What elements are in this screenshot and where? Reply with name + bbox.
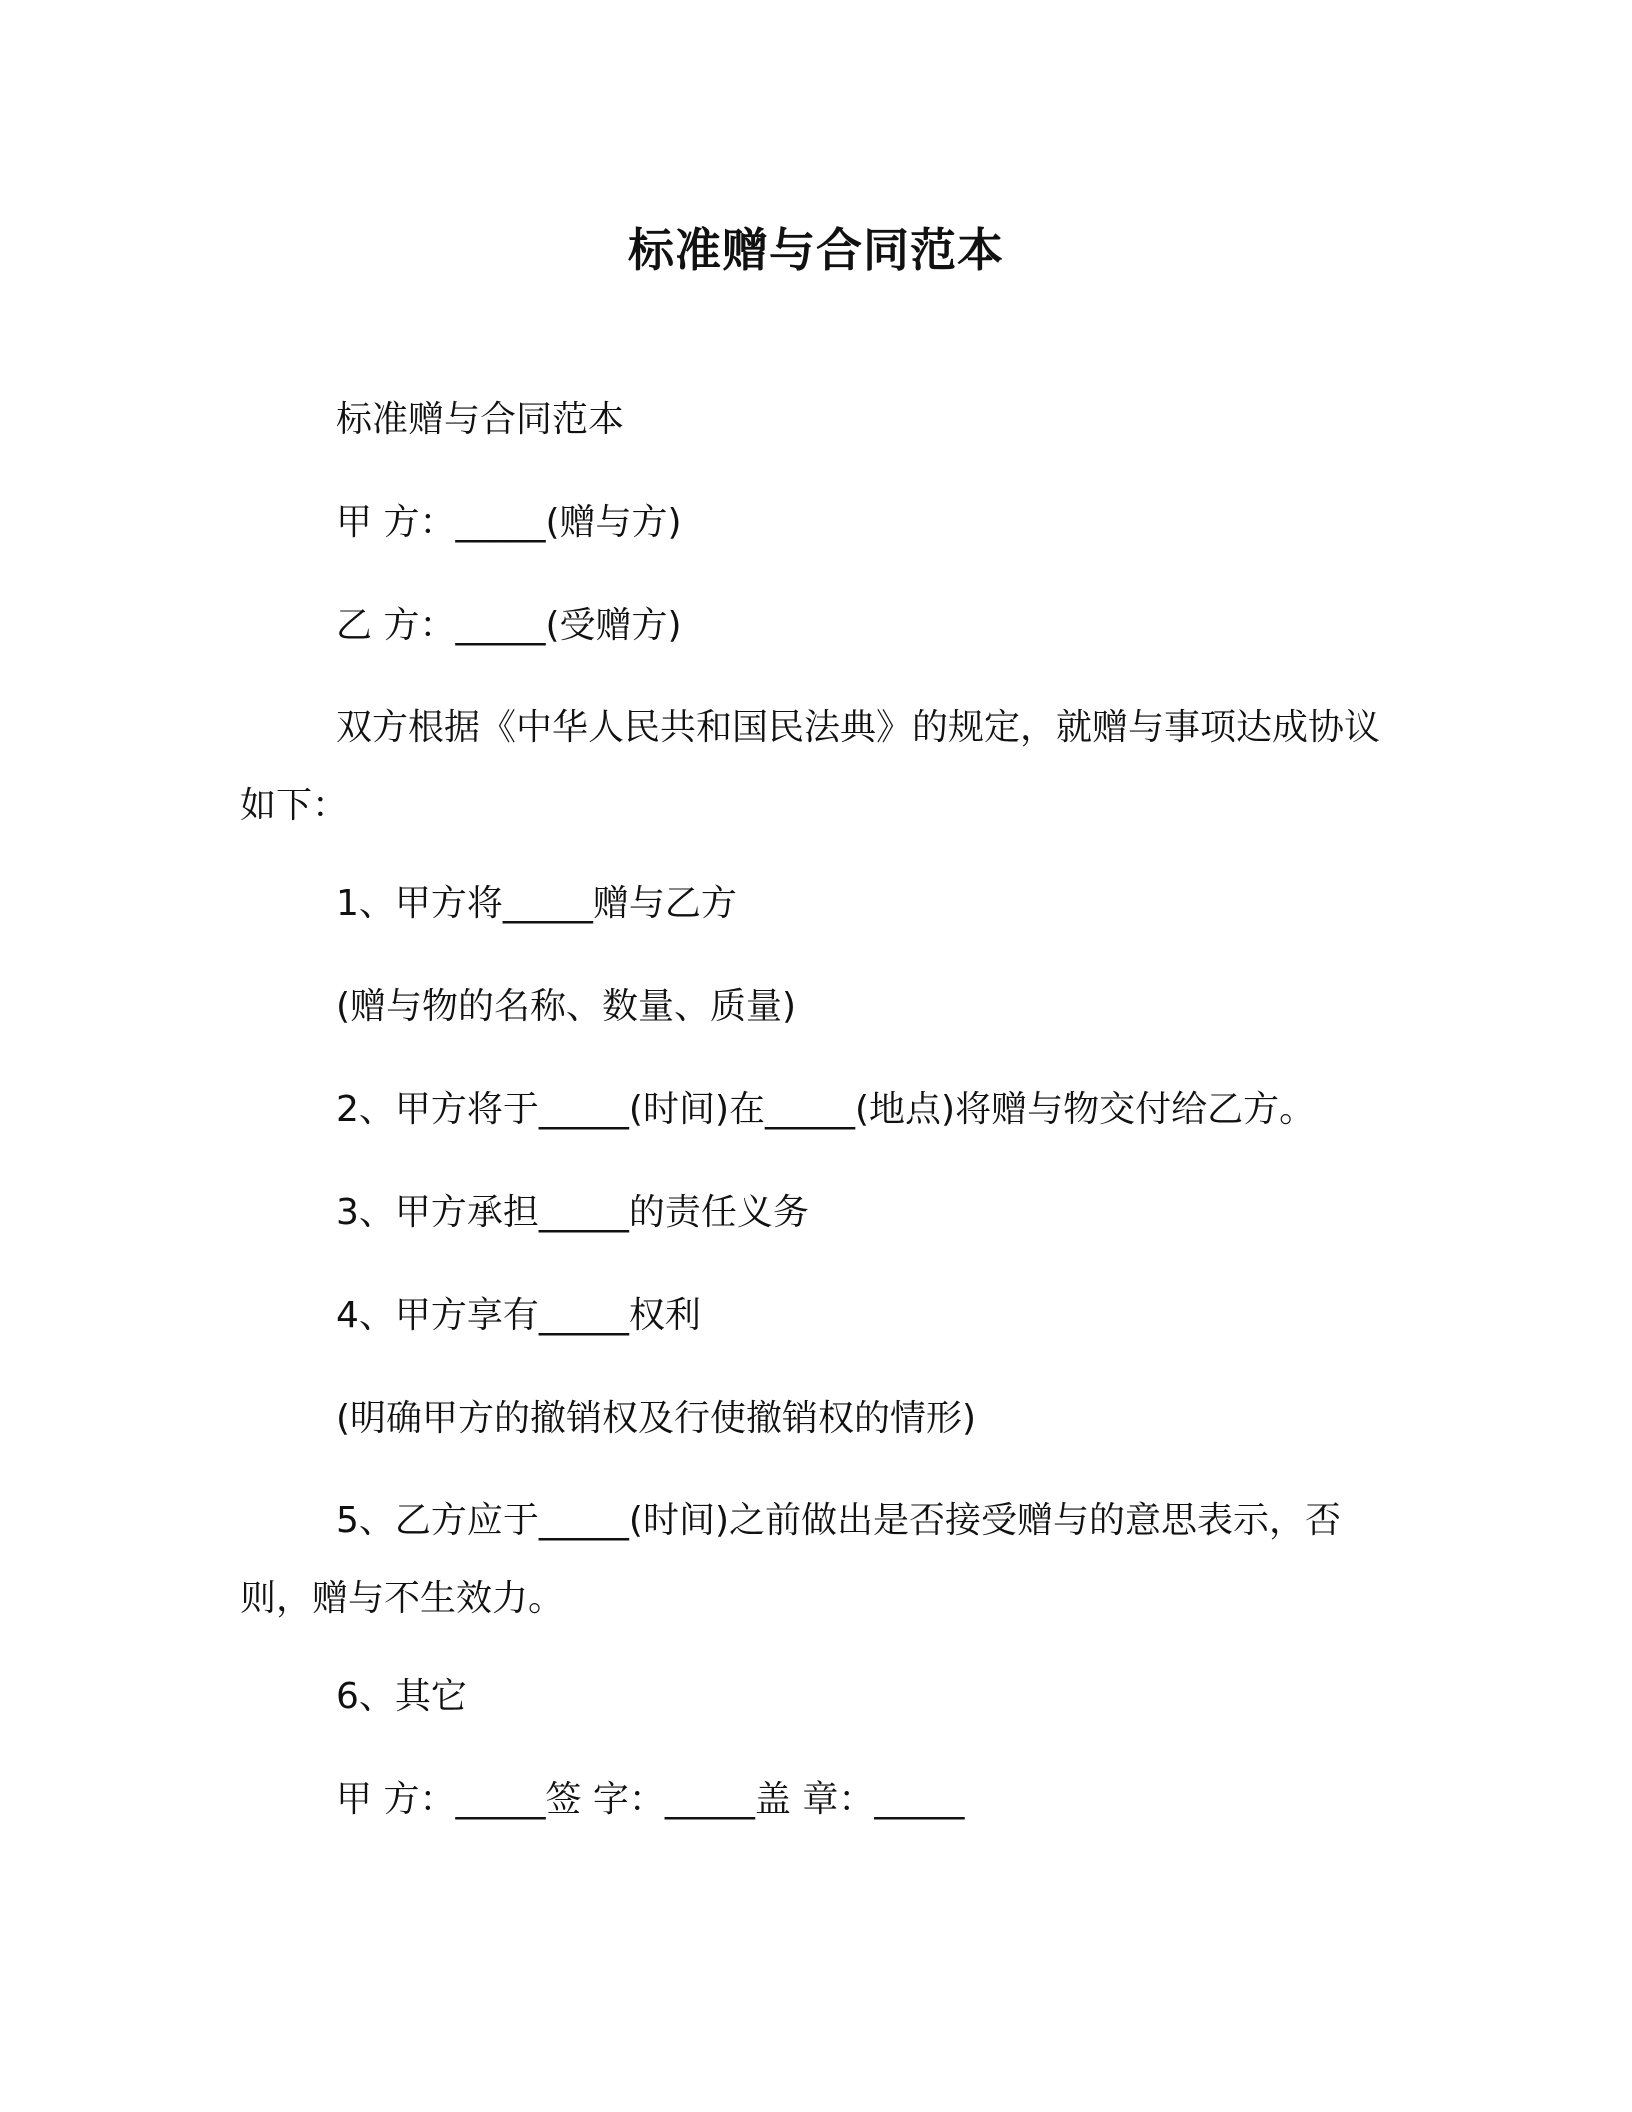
clause-3: 3、甲方承担_____的责任义务	[336, 1192, 809, 1233]
clause-6: 6、其它	[336, 1676, 467, 1717]
clause-2: 2、甲方将于_____(时间)在_____(地点)将赠与物交付给乙方。	[336, 1089, 1316, 1130]
party-b-line: 乙 方：_____(受赠方)	[336, 605, 682, 646]
intro-paragraph: 双方根据《中华人民共和国民法典》的规定，就赠与事项达成协议如下：	[240, 707, 1381, 826]
party-a-line: 甲 方：_____(赠与方)	[336, 502, 682, 543]
document-subtitle: 标准赠与合同范本	[336, 399, 625, 440]
clause-4-note: (明确甲方的撤销权及行使撤销权的情形)	[336, 1398, 977, 1439]
clause-4: 4、甲方享有_____权利	[336, 1295, 701, 1336]
clause-1: 1、甲方将_____赠与乙方	[336, 883, 737, 924]
clause-1-note: (赠与物的名称、数量、质量)	[336, 986, 797, 1027]
clause-5: 5、乙方应于_____(时间)之前做出是否接受赠与的意思表示，否则，赠与不生效力。	[240, 1500, 1341, 1619]
document-title: 标准赠与合同范本	[628, 223, 1004, 277]
signature-line: 甲 方：_____签 字：_____盖 章：_____	[336, 1779, 965, 1820]
